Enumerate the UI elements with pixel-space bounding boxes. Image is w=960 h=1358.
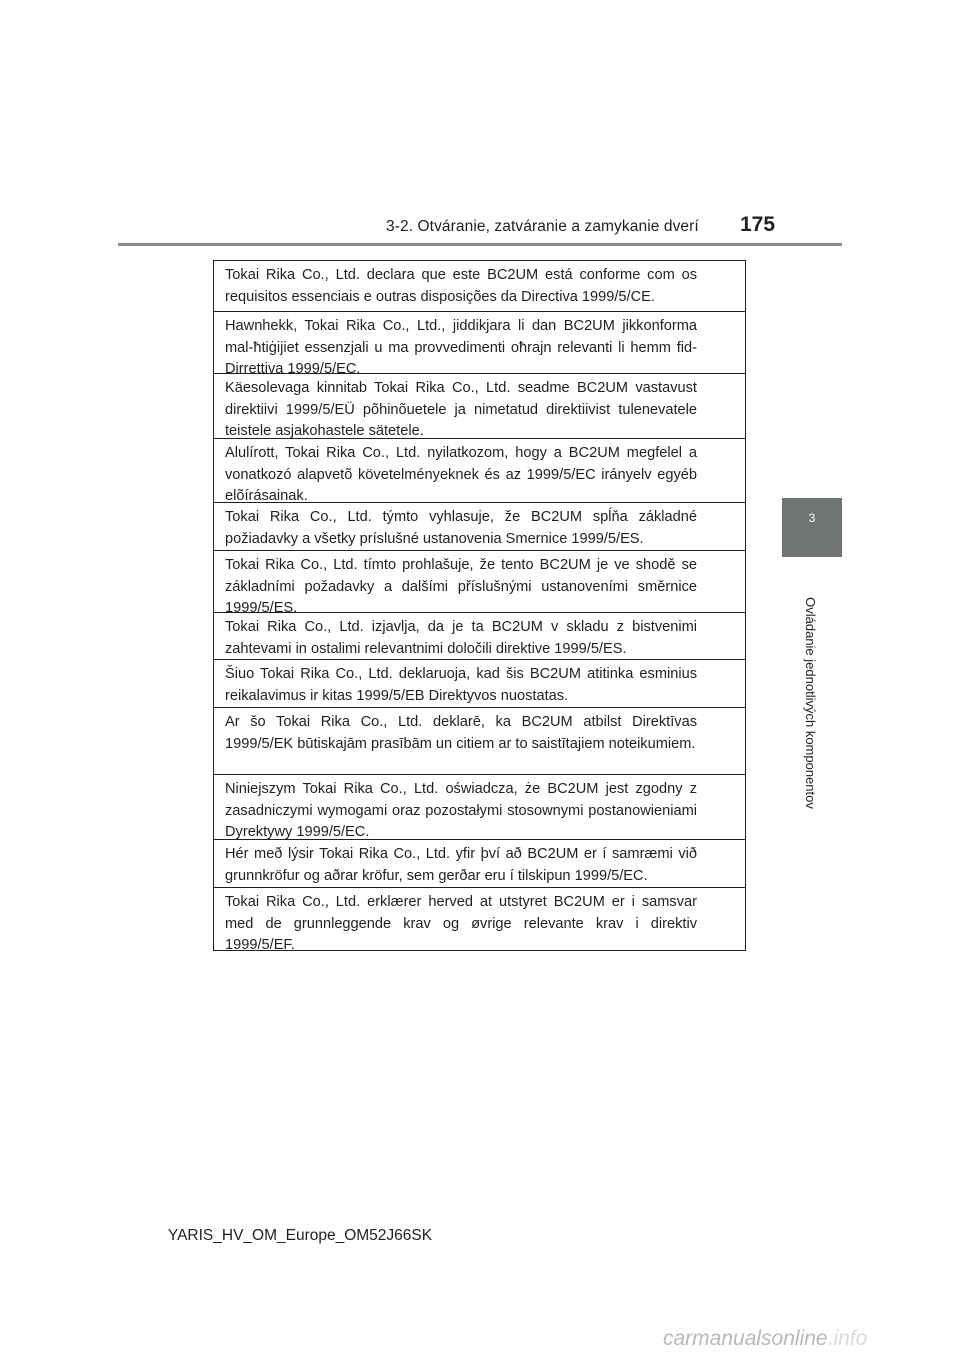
- declaration-cell: Tokai Rika Co., Ltd. izjavlja, da je ta BC2UM v skladu z bistvenimi zahtevami in ostalimi relevantnimi določili direktive 1999/5/ES.: [214, 612, 745, 659]
- declaration-cell: Tokai Rika Co., Ltd. tímto prohlašuje, že tento BC2UM je ve shodě se základními požadavky a dalšími příslušnými ustanoveními směrnice 1999/5/ES.: [214, 550, 745, 612]
- watermark[interactable]: [663, 1327, 867, 1351]
- declaration-cell: Tokai Rika Co., Ltd. declara que este BC2UM está conforme com os requisitos essenciais e outras disposições da Directiva 1999/5/CE.: [225, 267, 697, 305]
- header-divider: [118, 243, 842, 246]
- declaration-cell: Tokai Rika Co., Ltd. erklærer herved at utstyret BC2UM er i samsvar med de grunnleggende krav og øvrige relevante krav i direktiv 1999/5/EF.: [214, 887, 745, 950]
- chapter-title: Ovládanie jednotlivých komponentov: [803, 597, 818, 809]
- declaration-cell: Tokai Rika Co., Ltd. týmto vyhlasuje, že BC2UM spĺňa základné požiadavky a všetky príslušné ustanovenia Smernice 1999/5/ES.: [214, 502, 745, 550]
- document-code: YARIS_HV_OM_Europe_OM52J66SK: [167, 1227, 433, 1244]
- chapter-tab: [782, 498, 842, 557]
- declaration-cell: Šiuo Tokai Rika Co., Ltd. deklaruoja, kad šis BC2UM atitinka esminius reikalavimus ir kitas 1999/5/EB Direktyvos nuostatas.: [214, 659, 745, 707]
- declaration-cell: Käesolevaga kinnitab Tokai Rika Co., Ltd. seadme BC2UM vastavust direktiivi 1999/5/EÜ põhinõuetele ja nimetatud direktiivist tulenevatele teistele asjakohastele sätetele.: [214, 373, 745, 438]
- chapter-title-strip: [782, 557, 842, 849]
- declaration-cell: Hawnhekk, Tokai Rika Co., Ltd., jiddikjara li dan BC2UM jikkonforma mal-ħtiġijiet essenzjali u ma provvedimenti oħrajn relevanti li hemm fid-Dirrettiva 1999/5/EC.: [214, 311, 745, 373]
- declaration-cell: Hér með lýsir Tokai Rika Co., Ltd. yfir því að BC2UM er í samræmi við grunnkröfur og aðrar kröfur, sem gerðar eru í tilskipun 1999/5/EC.: [214, 839, 745, 887]
- declarations-table: [213, 260, 746, 951]
- page-number: 175: [740, 213, 776, 236]
- watermark-part1: carmanualsonline: [663, 1327, 828, 1350]
- declaration-cell: Ar šo Tokai Rika Co., Ltd. deklarē, ka BC2UM atbilst Direktīvas 1999/5/EK būtiskajām prasībām un citiem ar to saistītajiem noteikumiem.: [214, 707, 745, 774]
- section-title: 3-2. Otváranie, zatváranie a zamykanie dverí: [386, 218, 699, 235]
- declaration-cell: Alulírott, Tokai Rika Co., Ltd. nyilatkozom, hogy a BC2UM megfelel a vonatkozó alapvetõ követelményeknek és az 1999/5/EC irányelv egyéb elõírásainak.: [214, 438, 745, 502]
- chapter-number: 3: [808, 511, 816, 525]
- watermark-part2: .info: [827, 1327, 868, 1350]
- declaration-cell: Niniejszym Tokai Rika Co., Ltd. oświadcza, że BC2UM jest zgodny z zasadniczymi wymogami oraz pozostałymi stosownymi postanowieniami Dyrektywy 1999/5/EC.: [214, 774, 745, 839]
